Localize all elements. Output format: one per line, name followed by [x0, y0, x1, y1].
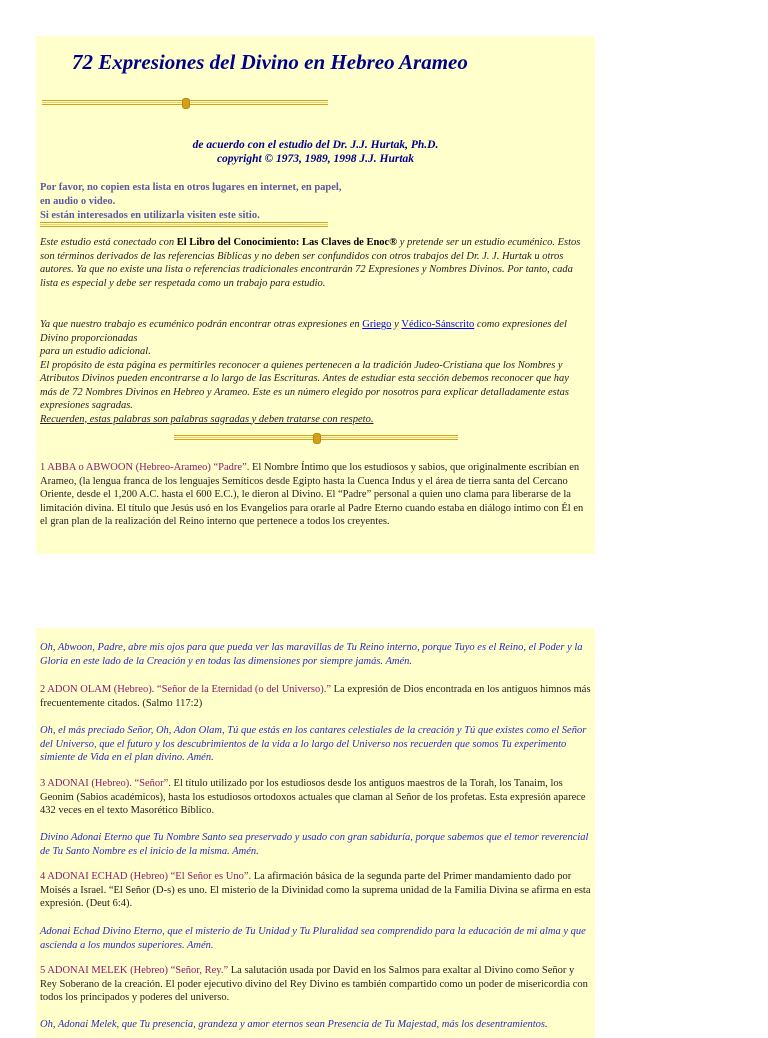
respect-note: Recuerden, estas palabras son palabras sagradas y deben tratarse con respeto.	[40, 413, 374, 425]
prayer-3: Divino Adonai Eterno que Tu Nombre Santo sea preservado y usado con gran sabiduría, porque sabemos que el temor reverencial de Tu Santo Nombre es el inicio de la misma. Amén.	[40, 832, 589, 857]
divider-ornament-icon	[182, 98, 190, 109]
intro-paragraph-1: Este estudio está conectado con El Libro del Conocimiento: Las Claves de Enoc® y pretende ser un estudio ecuménico. Estos son términos derivados de las referencias Bíblicas y no deben ser confundidos con otros trabajos del Dr. J. J. Hurtak u otros autores. Ya que no existe una lista o referencias tradicionales encontrarán 72 Expresiones y Nombres Divinos. Por tanto, cada lista es especial y debe ser respetada como un trabajo para estudio.	[40, 237, 581, 289]
entry-1: 1 ABBA o ABWOON (Hebreo-Arameo) “Padre”. El Nombre Íntimo que los estudiosos y sabios, que originalmente escribían en Arameo, (la lengua franca de los lenguajes Semíticos desde Egipto hasta la Cuenca Indus y el área de tierra santa del Cercano Oriente, desde el 1,200 A.C. hasta el 600 E.C.), le dieron al Divino. El “Padre” personal a quien uno clama para liberarse de la limitación divina. El título que Jesús usó en los Evangelios para orarle al Padre Eterno cuando estaba en diálogo íntimo con Él en el gran plan de la realización del Reino interno que pertenece a todos los creyentes.	[40, 462, 584, 527]
entry-name: 4 ADONAI ECHAD (Hebreo) “El Señor es Uno”.	[40, 871, 252, 882]
gold-divider	[42, 98, 328, 108]
intro-panel	[36, 36, 595, 554]
entry-name: 1 ABBA o ABWOON (Hebreo-Arameo) “Padre”.	[40, 462, 250, 473]
page-title: 72 Expresiones del Divino en Hebreo Arameo	[72, 50, 468, 74]
entry-4: 4 ADONAI ECHAD (Hebreo) “El Señor es Uno”. La afirmación básica de la segunda parte del Primer mandamiento dado por Moisés a Israel. “El Señor (D-s) es uno. El misterio de la Divinidad como la suprema unidad de la Familia Divina se afirma en esta expresión. (Deut 6:4).	[40, 871, 591, 909]
gold-divider	[174, 433, 458, 443]
prayer-1: Oh, Abwoon, Padre, abre mis ojos para que pueda ver las maravillas de Tu Reino interno, porque Tuyo es el Reino, el Poder y la Gloria en este lado de la Creación y en todas las dimensiones por siempre jamás. Amén.	[40, 642, 583, 667]
prayer-5: Oh, Adonai Melek, que Tu presencia, grandeza y amor eternos sean Presencia de Tu Majestad, más los desentramientos.	[40, 1019, 548, 1030]
prayer-4: Adonai Echad Divino Eterno, que el misterio de Tu Unidad y Tu Pluralidad sea comprendido para la educación de mi alma y que ascienda a los mundos superiores. Amén.	[40, 926, 586, 951]
copy-notice-line-3: Si están interesados en utilizarla visiten este sitio.	[40, 210, 260, 221]
entry-5: 5 ADONAI MELEK (Hebreo) “Señor, Rey.” La salutación usada por David en los Salmos para exaltar al Divino como Señor y Rey Soberano de la creación. El poder ejecutivo divino del Rey Divino es también compartido como un poder de misericordia con todos los principados y poderes del universo.	[40, 965, 588, 1003]
link-griego[interactable]: Griego	[362, 319, 392, 330]
entry-name: 5 ADONAI MELEK (Hebreo) “Señor, Rey.”	[40, 965, 229, 976]
entry-name: 2 ADON OLAM (Hebreo). “Señor de la Eternidad (o del Universo).”	[40, 684, 331, 695]
entry-3: 3 ADONAI (Hebreo). “Señor”. El título utilizado por los estudiosos desde los antiguos maestros de la Torah, los Tanaim, los Geonim (Sabios académicos), hasta los estudiosos ortodoxos actuales que claman al Señor de los profetas. Esta expresión aparece 432 veces en el texto Masorético Bíblico.	[40, 778, 586, 816]
book-title: El Libro del Conocimiento: Las Claves de Enoc®	[176, 237, 398, 248]
divider-ornament-icon	[313, 433, 321, 444]
copy-notice-line-1: Por favor, no copien esta lista en otros lugares en internet, en papel,	[40, 182, 342, 193]
intro-paragraph-3: El propósito de esta página es permitirles reconocer a quienes pertenecen a la tradición Judeo-Cristiana que los Nombres y Atributos Divinos pueden encontrarse a lo largo de las Escrituras. Antes de estudiar esta sección debemos reconocer que hay más de 72 Nombres Divinos en Hebreo y Arameo. Este es un número elegido por nosotros para explicar detalladamente estas expresiones sagradas.	[40, 359, 570, 411]
entries-panel	[36, 628, 595, 1038]
entry-2: 2 ADON OLAM (Hebreo). “Señor de la Eternidad (o del Universo).” La expresión de Dios encontrada en los antiguos himnos más frecuentemente citados. (Salmo 117:2)	[40, 684, 591, 709]
gold-divider	[40, 220, 328, 230]
credit-author: de acuerdo con el estudio del Dr. J.J. Hurtak, Ph.D.	[192, 139, 439, 151]
link-vedico-sanscrito[interactable]: Védico-Sánscrito	[401, 319, 475, 330]
prayer-2: Oh, el más preciado Señor, Oh, Adon Olam, Tú que estás en los cantares celestiales de la creación y Tú que existes como el Señor del Universo, que el futuro y los descubrimientos de la vida a lo largo del Universo nos recuerden que somos Tu experimento simiente de Vida en el plan divino. Amén.	[40, 725, 587, 763]
copy-notice-line-2: en audio o video.	[40, 196, 116, 207]
credit-copyright: copyright © 1973, 1989, 1998 J.J. Hurtak	[216, 153, 415, 165]
entry-name: 3 ADONAI (Hebreo). “Señor”.	[40, 778, 171, 789]
intro-paragraph-2: Ya que nuestro trabajo es ecuménico podrán encontrar otras expresiones en Griego y Védico-Sánscrito como expresiones del Divino proporcionadas para un estudio adicional. El propósito de esta página es permitirles reconocer a quienes pertenecen a la tradición Judeo-Cristiana que los Nombres y Atributos Divinos pueden encontrarse a lo largo de las Escrituras. Antes de estudiar esta sección debemos reconocer que hay más de 72 Nombres Divinos en Hebreo y Arameo. Este es un número elegido por nosotros para explicar detalladamente estas expresiones sagradas. Recuerden, estas palabras son palabras sagradas y deben tratarse con respeto.	[40, 319, 570, 425]
